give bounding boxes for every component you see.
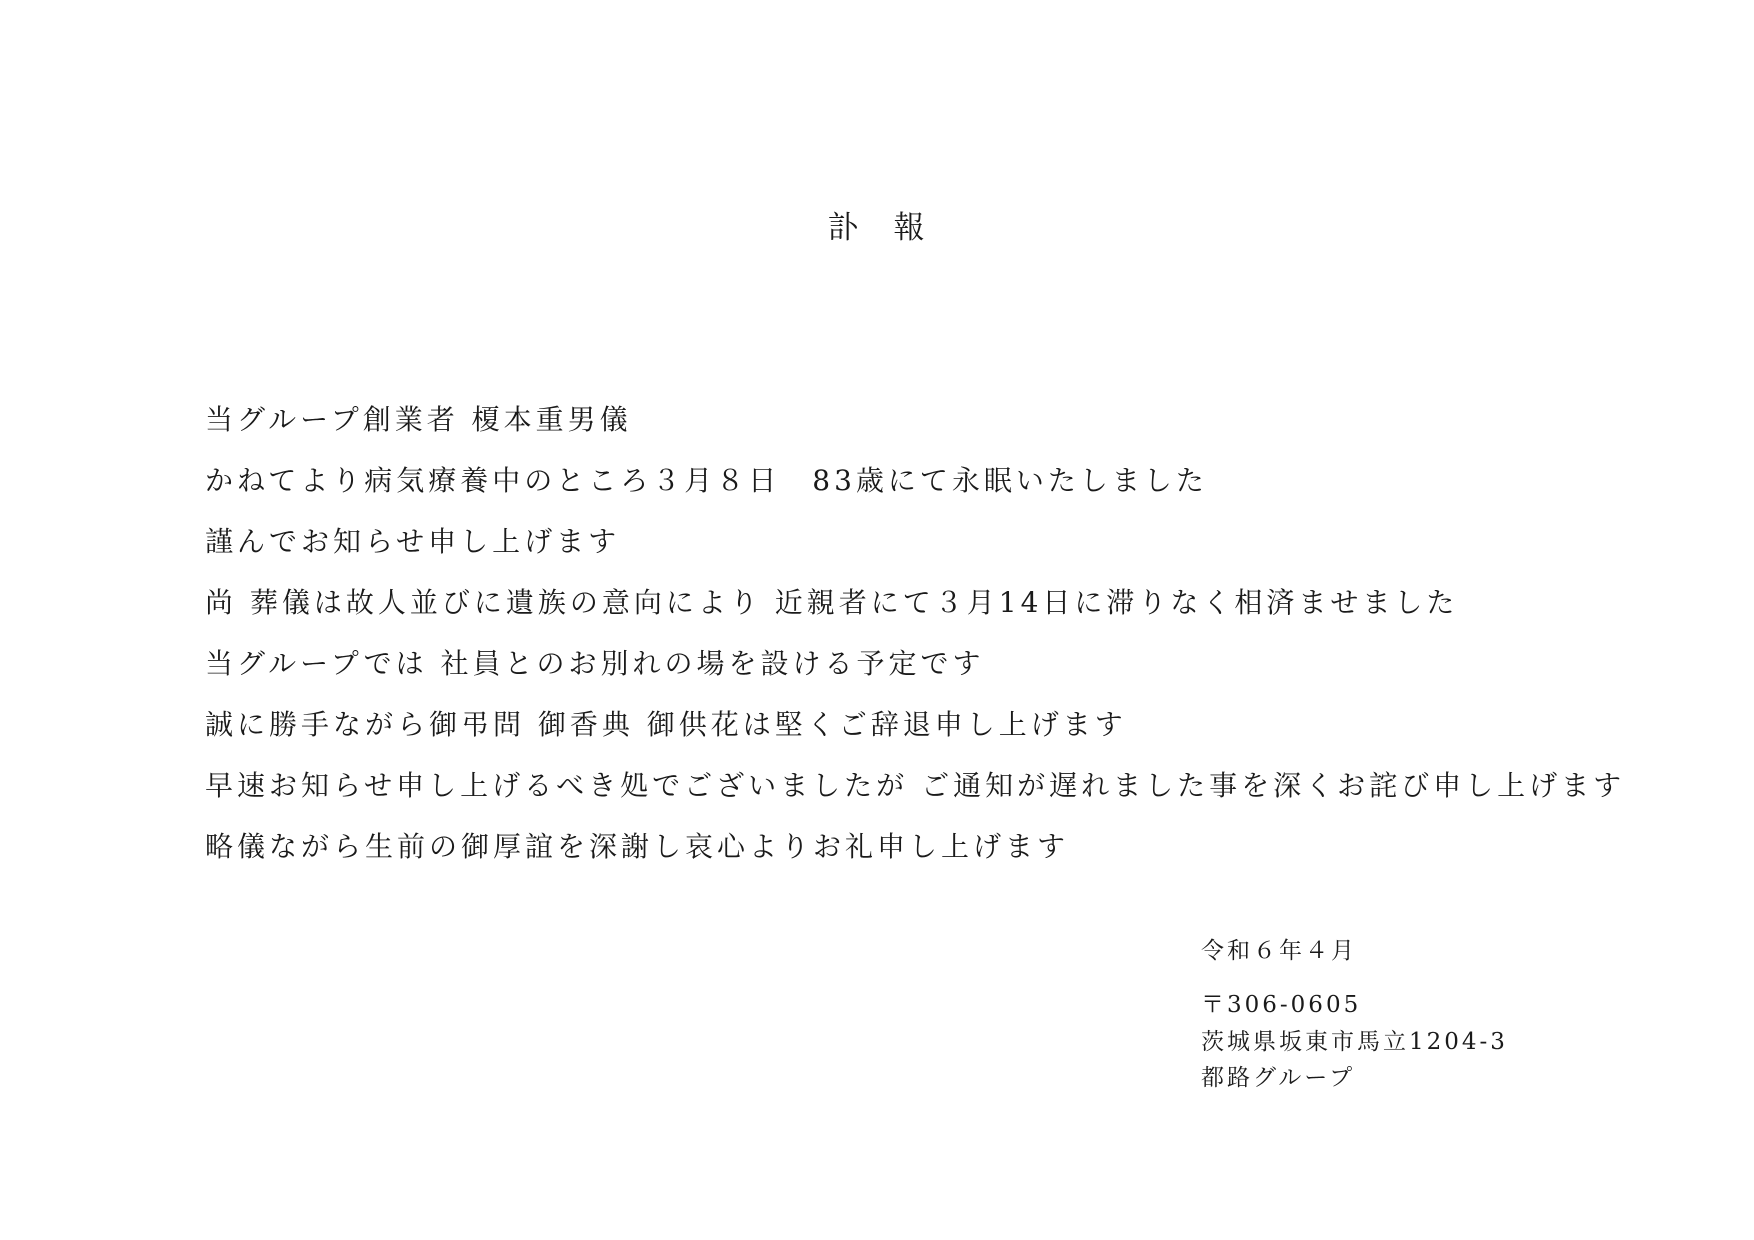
body-line-passing: かねてより病気療養中のところ３月８日 83歳にて永眠いたしました — [205, 464, 1208, 497]
body-line-apology: 早速お知らせ申し上げるべき処でございましたが ご通知が遅れました事を深くお詫び申し上げます — [205, 769, 1626, 802]
body-line-farewell-event: 当グループでは 社員とのお別れの場を設ける予定です — [205, 647, 985, 680]
body-line-funeral: 尚 葬儀は故人並びに遺族の意向により 近親者にて３月14日に滞りなく相済ませました — [205, 586, 1459, 619]
notice-footer — [1201, 936, 1721, 1099]
body-line-decline-offerings: 誠に勝手ながら御弔問 御香典 御供花は堅くご辞退申し上げます — [205, 708, 1127, 741]
address: 茨城県坂東市馬立1204-3 — [1201, 1029, 1508, 1055]
body-line-gratitude: 略儀ながら生前の御厚誼を深謝し哀心よりお礼申し上げます — [205, 830, 1070, 863]
organization-name: 都路グループ — [1201, 1065, 1356, 1091]
postal-code: 〒306-0605 — [1201, 992, 1362, 1018]
body-line-announcement: 謹んでお知らせ申し上げます — [205, 525, 621, 558]
notice-body — [205, 400, 1725, 888]
notice-date: 令和６年４月 — [1201, 938, 1357, 964]
body-line-founder: 当グループ創業者 榎本重男儀 — [205, 403, 632, 436]
notice-title: 訃 報 — [827, 210, 927, 246]
